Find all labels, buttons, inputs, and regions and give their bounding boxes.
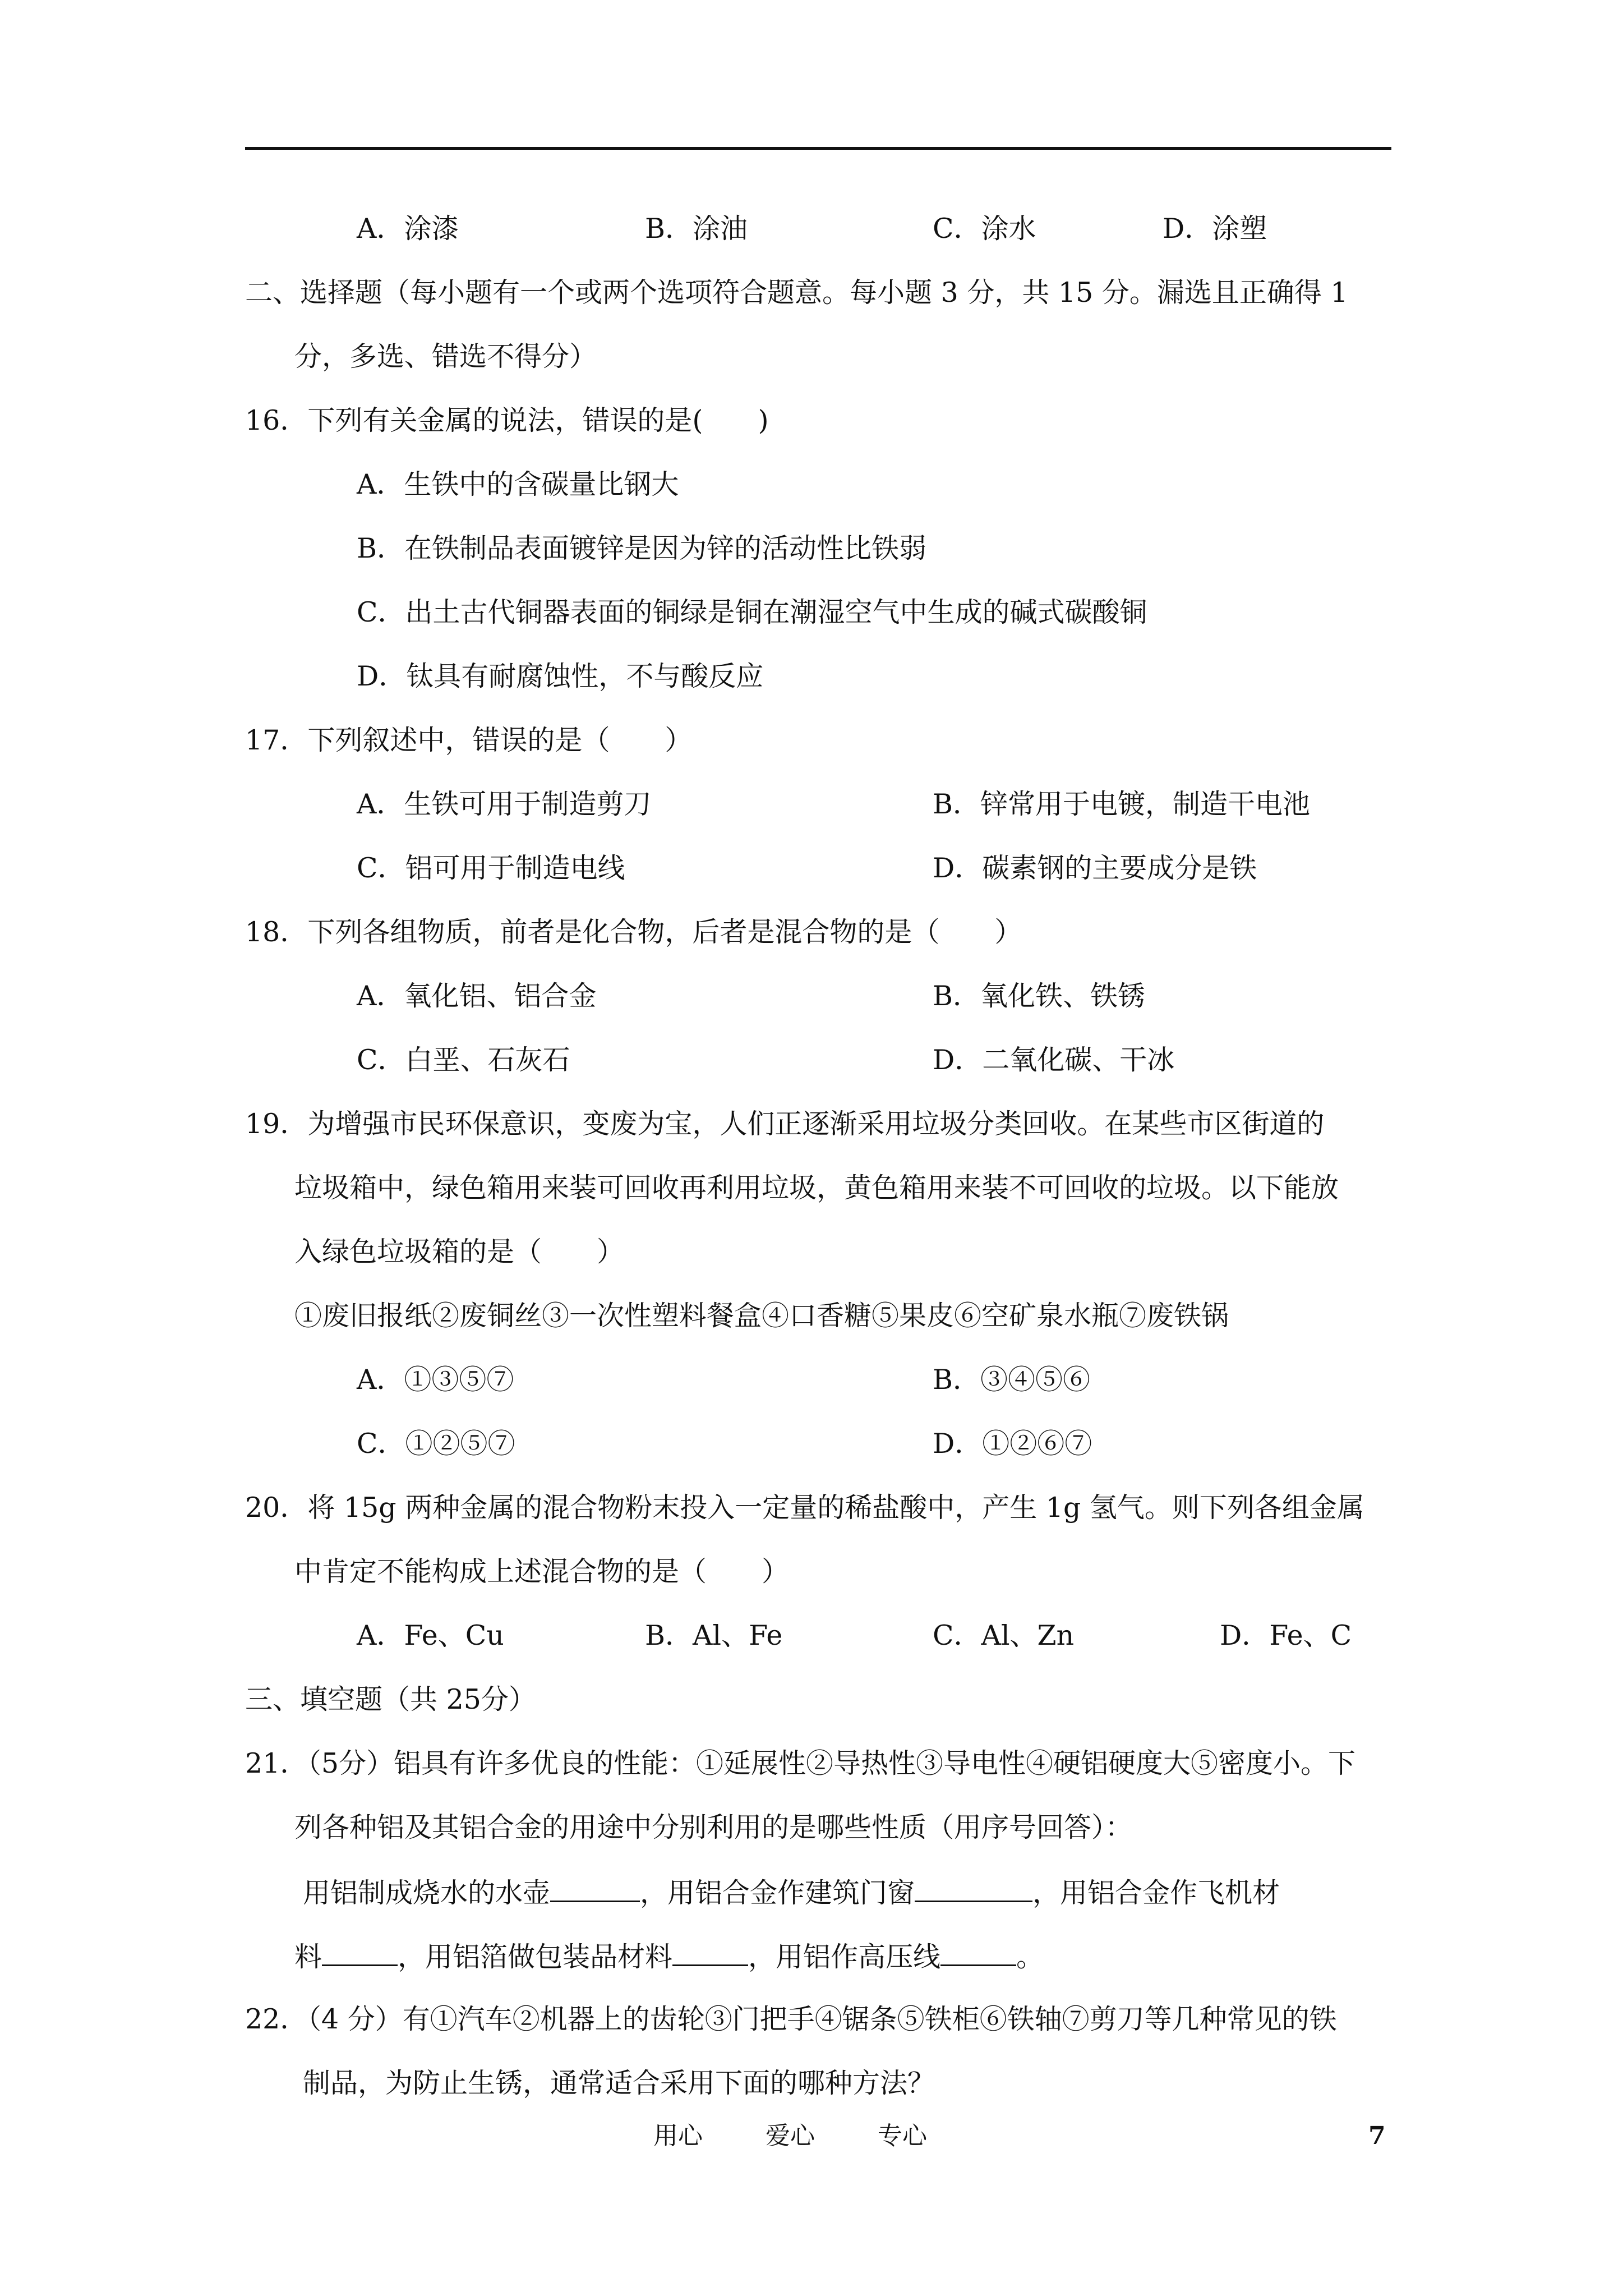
q21-text-material: 料 [294,1941,322,1973]
answer-blank-wire[interactable] [940,1939,1016,1966]
q19-option-c: C．①②⑤⑦ [357,1428,515,1460]
section2-heading-line1: 二、选择题（每小题有一个或两个选项符合题意。每小题 3 分，共 15 分。漏选且正确得 1 [245,277,1348,309]
q16-option-a: A．生铁中的含碳量比钢大 [357,468,679,500]
answer-blank-kettle[interactable] [550,1875,640,1902]
footer-motto-1: 用心 [653,2122,703,2150]
q20-option-b: B．Al、Fe [645,1619,783,1651]
q19-option-a: A．①③⑤⑦ [357,1364,514,1396]
q20-stem-line2: 中肯定不能构成上述混合物的是（ ） [294,1556,790,1588]
q15-option-a: A．涂漆 [357,213,459,245]
q21-stem-line1: 21．（5分）铝具有许多优良的性能：①延展性②导热性③导电性④硬铝硬度大⑤密度小。下 [245,1747,1356,1779]
q21-text-foil: ，用铝箔做包装品材料 [398,1941,673,1973]
q19-stem-line1: 19．为增强市民环保意识，变废为宝，人们正逐渐采用垃圾分类回收。在某些市区街道的 [245,1108,1325,1140]
q21-fill-line1 [303,1875,1280,1910]
q18-option-c: C．白垩、石灰石 [357,1044,570,1076]
q18-option-a: A．氧化铝、铝合金 [357,980,597,1012]
q15-option-d: D．涂塑 [1163,213,1267,245]
footer-motto-3: 专心 [878,2122,927,2150]
q15-option-b: B．涂油 [645,213,748,245]
q19-option-d: D．①②⑥⑦ [933,1428,1092,1460]
q21-text-end: 。 [1016,1941,1044,1973]
q18-option-b: B．氧化铁、铁锈 [933,980,1146,1012]
footer-motto-2: 爱心 [766,2122,815,2150]
q19-stem-line3: 入绿色垃圾箱的是（ ） [294,1236,625,1268]
q17-option-a: A．生铁可用于制造剪刀 [357,788,652,820]
q15-option-c: C．涂水 [933,213,1036,245]
q22-stem-line2: 制品，为防止生锈，通常适合采用下面的哪种方法？ [303,2067,935,2099]
q22-stem-line1: 22．（4 分）有①汽车②机器上的齿轮③门把手④锯条⑤铁柜⑥铁轴⑦剪刀等几种常见的铁 [245,2003,1337,2035]
q16-option-d: D．钛具有耐腐蚀性，不与酸反应 [357,660,764,692]
q18-stem: 18．下列各组物质，前者是化合物，后者是混合物的是（ ） [245,916,1022,948]
q19-stem-line2: 垃圾箱中，绿色箱用来装可回收再利用垃圾，黄色箱用来装不可回收的垃圾。以下能放 [294,1172,1339,1204]
q17-stem: 17．下列叙述中，错误的是（ ） [245,724,693,756]
q20-option-a: A．Fe、Cu [357,1619,504,1651]
q16-option-c: C．出土古代铜器表面的铜绿是铜在潮湿空气中生成的碱式碳酸铜 [357,596,1147,628]
q20-option-d: D．Fe、C [1220,1619,1352,1651]
q21-text-aircraft: ，用铝合金作飞机材 [1032,1877,1280,1909]
q17-option-b: B．锌常用于电镀，制造干电池 [933,788,1311,820]
q21-text-wire: ，用铝作高压线 [748,1941,941,1973]
q19-items: ①废旧报纸②废铜丝③一次性塑料餐盒④口香糖⑤果皮⑥空矿泉水瓶⑦废铁锅 [294,1300,1229,1332]
q20-option-c: C．Al、Zn [933,1619,1075,1651]
q19-option-b: B．③④⑤⑥ [933,1364,1091,1396]
q17-option-c: C．铝可用于制造电线 [357,852,625,884]
q18-option-d: D．二氧化碳、干冰 [933,1044,1175,1076]
q21-fill-line2 [294,1939,1044,1974]
answer-blank-foil[interactable] [672,1939,748,1966]
answer-blank-aircraft[interactable] [322,1939,398,1966]
q21-stem-line2: 列各种铝及其铝合金的用途中分别利用的是哪些性质（用序号回答）： [294,1811,1133,1843]
q21-text-window: ，用铝合金作建筑门窗 [640,1877,915,1909]
section2-heading-line2: 分，多选、错选不得分） [294,341,597,372]
section3-heading: 三、填空题（共 25分） [245,1683,536,1715]
q17-option-d: D．碳素钢的主要成分是铁 [933,852,1257,884]
q21-text-kettle: 用铝制成烧水的水壶 [303,1877,551,1909]
header-rule [245,147,1391,150]
q16-stem: 16．下列有关金属的说法，错误的是( ) [245,404,769,436]
page-number: 7 [1368,2122,1386,2150]
q16-option-b: B．在铁制品表面镀锌是因为锌的活动性比铁弱 [357,532,927,564]
answer-blank-window[interactable] [915,1875,1032,1902]
q20-stem-line1: 20．将 15g 两种金属的混合物粉末投入一定量的稀盐酸中，产生 1g 氢气。则下列各组金属 [245,1492,1364,1524]
